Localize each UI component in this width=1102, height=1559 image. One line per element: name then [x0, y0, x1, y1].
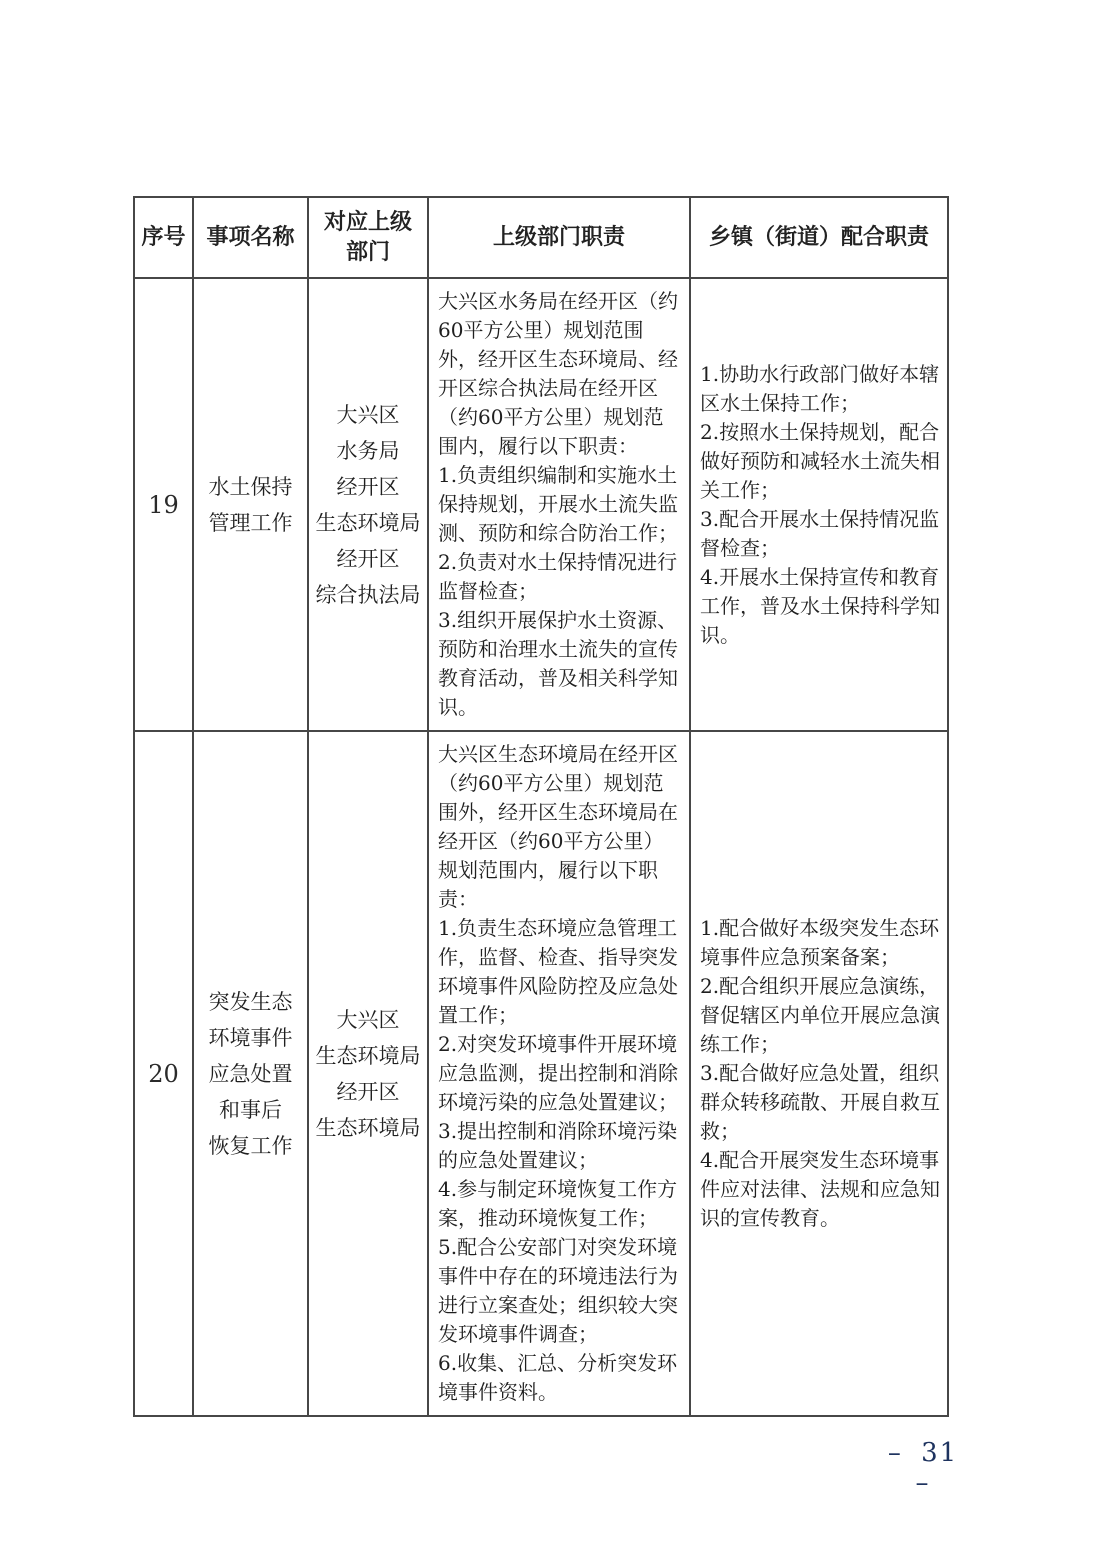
table-row — [134, 278, 948, 731]
page-number: – 31 – — [887, 1438, 959, 1498]
row20-item-name: 突发生态 环境事件 应急处置 和事后 恢复工作 — [193, 731, 308, 1416]
row19-superior-department: 大兴区 水务局 经开区 生态环境局 经开区 综合执法局 — [308, 278, 428, 731]
header-superior-duty: 上级部门职责 — [428, 197, 690, 278]
header-township-duty: 乡镇（街道）配合职责 — [690, 197, 948, 278]
table-row — [134, 731, 948, 1416]
header-serial-number: 序号 — [134, 197, 193, 278]
row19-item-name: 水土保持 管理工作 — [193, 278, 308, 731]
row20-superior-department: 大兴区 生态环境局 经开区 生态环境局 — [308, 731, 428, 1416]
responsibility-table — [133, 196, 949, 1417]
row19-superior-duty: 大兴区水务局在经开区（约60平方公里）规划范围外，经开区生态环境局、经开区综合执法局在经开区（约60平方公里）规划范围内，履行以下职责： 1.负责组织编制和实施水土保持规划，开展水土流失监测、预防和综合防治工作； 2.负责对水土保持情况进行监督检查； 3.组织开展保护水土资源、预防和治理水土流失的宣传教育活动，普及相关科学知识。 — [428, 278, 690, 731]
header-superior-department: 对应上级 部门 — [308, 197, 428, 278]
row20-superior-duty: 大兴区生态环境局在经开区（约60平方公里）规划范围外，经开区生态环境局在经开区（约60平方公里）规划范围内，履行以下职责： 1.负责生态环境应急管理工作，监督、检查、指导突发环境事件风险防控及应急处置工作； 2.对突发环境事件开展环境应急监测，提出控制和消除环境污染的应急处置建议； 3.提出控制和消除环境污染的应急处置建议； 4.参与制定环境恢复工作方案，推动环境恢复工作； 5.配合公安部门对突发环境事件中存在的环境违法行为进行立案查处；组织较大突发环境事件调查； 6.收集、汇总、分析突发环境事件资料。 — [428, 731, 690, 1416]
header-item-name: 事项名称 — [193, 197, 308, 278]
table-header-row — [134, 197, 948, 278]
row19-township-duty: 1.协助水行政部门做好本辖区水土保持工作； 2.按照水土保持规划，配合做好预防和减轻水土流失相关工作； 3.配合开展水土保持情况监督检查； 4.开展水土保持宣传和教育工作，普及水土保持科学知识。 — [690, 278, 948, 731]
row20-serial-number: 20 — [134, 731, 193, 1416]
row20-township-duty: 1.配合做好本级突发生态环境事件应急预案备案； 2.配合组织开展应急演练，督促辖区内单位开展应急演练工作； 3.配合做好应急处置，组织群众转移疏散、开展自救互救； 4.配合开展突发生态环境事件应对法律、法规和应急知识的宣传教育。 — [690, 731, 948, 1416]
row19-serial-number: 19 — [134, 278, 193, 731]
